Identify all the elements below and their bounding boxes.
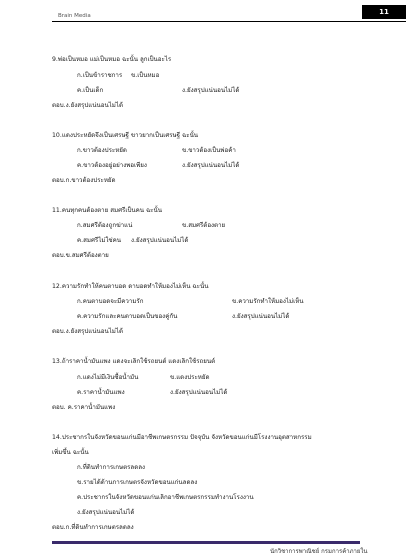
option-13d: ง.ยังสรุปแน่นอนไม่ได้ xyxy=(170,389,228,396)
answer-10: ตอบ.ก.ขาวต้องประหยัด xyxy=(52,177,116,184)
footer-rule xyxy=(52,541,360,544)
option-11d: ง.ยังสรุปแน่นอนไม่ได้ xyxy=(131,237,189,244)
option-13c: ค.ราคาน้ำมันแพง xyxy=(77,389,125,396)
footer-text: นักวิชาการพาณิชย์ กรมการค้าภายใน xyxy=(270,548,368,555)
answer-9: ตอบ.ง.ยังสรุปแน่นอนไม่ได้ xyxy=(52,102,124,109)
option-13a: ก.แดงไม่มีเงินซื้อน้ำมัน xyxy=(77,374,139,381)
option-11c: ค.สมศรีไม่ใช่คน xyxy=(77,237,121,244)
question-12: 12.ความรักทำให้คนตาบอด ดาบอดทำให้มองไม่เห็น ฉะนั้น xyxy=(52,283,209,290)
question-13: 13.ถ้าราคาน้ำมันแพง แดงจะเลิกใช้รถยนต์ แดงเลิกใช้รถยนต์ xyxy=(52,358,216,365)
question-14-cont: เพิ่มขึ้น ฉะนั้น xyxy=(52,449,89,456)
option-9c: ค.เป็นเด็ก xyxy=(77,87,104,94)
header-rule xyxy=(52,21,406,22)
option-12a: ก.คนตาบอดจะมีความรัก xyxy=(77,298,144,305)
option-12b: ข.ความรักทำให้มองไม่เห็น xyxy=(232,298,304,305)
option-9a: ก.เป็นข้าราชการ xyxy=(77,72,123,79)
option-9b: ข.เป็นหมอ xyxy=(131,72,160,79)
option-12d: ง.ยังสรุปแน่นอนไม่ได้ xyxy=(232,313,290,320)
option-10d: ง.ยังสรุปแน่นอนไม่ได้ xyxy=(182,162,240,169)
option-14c: ค.ประชากรในจังหวัดขอนแก่นเลิกอาชีพเกษตรกรรมทำงานโรงงาน xyxy=(77,494,254,501)
option-14a: ก.ที่ดินทำการเกษตรลดลง xyxy=(77,464,146,471)
option-9d: ง.ยังสรุปแน่นอนไม่ได้ xyxy=(182,87,240,94)
answer-14: ตอบ.ก.ที่ดินทำการเกษตรลดลง xyxy=(52,524,134,531)
option-11a: ก.สมศรีต้องถูกฆ่าแน่ xyxy=(77,222,133,229)
question-9: 9.พ่อเป็นหมอ แม่เป็นหมอ ฉะนั้น ลูกเป็นอะไร xyxy=(52,56,172,63)
option-10c: ค.ขาวต้องอยู่อย่างพอเพียง xyxy=(77,162,147,169)
option-12c: ค.ความรักและคนตาบอดเป็นของคู่กัน xyxy=(77,313,178,320)
header-brand: Brain Media xyxy=(58,13,91,19)
option-10b: ข.ขาวต้องเป็นพ่อค้า xyxy=(182,147,236,154)
answer-12: ตอบ.ง.ยังสรุปแน่นอนไม่ได้ xyxy=(52,328,124,335)
answer-11: ตอบ.ข.สมศรีต้องตาย xyxy=(52,252,109,259)
question-14: 14.ประชากรในจังหวัดขอนแก่นมีอาชีพเกษตรกรรม ปัจจุบัน จังหวัดขอนแก่นมีโรงงานอุตสาหกรรม xyxy=(52,434,312,441)
question-11: 11.คนทุกคนต้องตาย สมศรีเป็นคน ฉะนั้น xyxy=(52,207,162,214)
option-11b: ข.สมศรีต้องตาย xyxy=(182,222,226,229)
option-10a: ก.ขาวต้องประหยัด xyxy=(77,147,127,154)
option-13b: ข.แดงประหยัด xyxy=(170,374,210,381)
option-14d: ง.ยังสรุปแน่นอนไม่ได้ xyxy=(77,509,135,516)
page-number-badge: 11 xyxy=(362,5,406,19)
option-14b: ข.รายได้ด้านการเกษตรจังหวัดขอนแก่นลดลง xyxy=(77,479,198,486)
question-10: 10.แดงประหยัดจึงเป็นเศรษฐี ขาวยากเป็นเศรษฐี ฉะนั้น xyxy=(52,132,199,139)
answer-13: ตอบ. ค.ราคาน้ำมันแพง xyxy=(52,404,116,411)
